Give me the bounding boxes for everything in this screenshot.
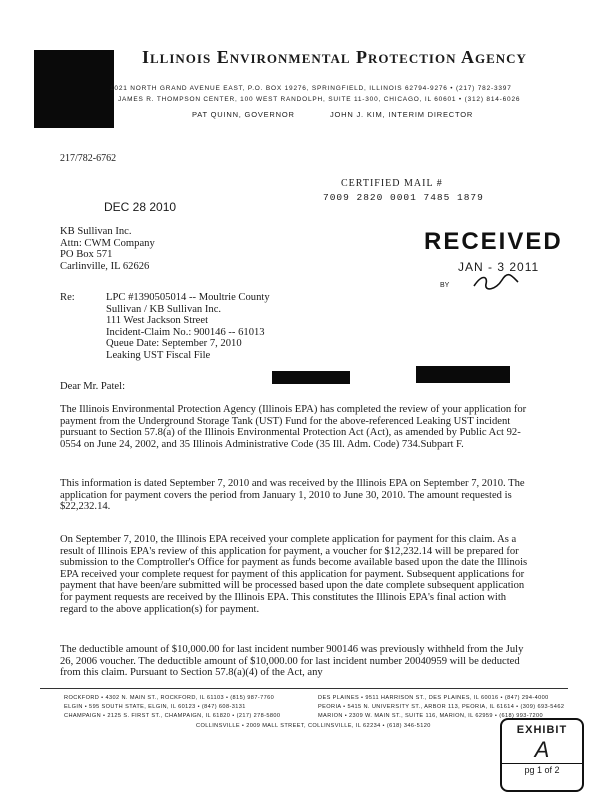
exhibit-label: EXHIBIT	[516, 724, 568, 736]
redaction-bar	[272, 371, 350, 384]
certified-mail-label: CERTIFIED MAIL #	[341, 178, 443, 189]
phone-number: 217/782-6762	[60, 153, 117, 164]
footer-office-elgin: ELGIN • 595 SOUTH STATE, ELGIN, IL 60123 • (847) 608-3131	[64, 704, 246, 710]
footer-divider	[40, 688, 568, 689]
recipient-line: Attn: CWM Company	[60, 237, 155, 249]
address-line-springfield: 1021 NORTH GRAND AVENUE EAST, P.O. BOX 19276, SPRINGFIELD, ILLINOIS 62794-9276 • (217) 782-3397	[110, 85, 512, 92]
re-line: Sullivan / KB Sullivan Inc.	[106, 303, 222, 315]
exhibit-letter: A	[534, 737, 550, 762]
salutation: Dear Mr. Patel:	[60, 381, 126, 392]
paragraph-text: On September 7, 2010, the Illinois EPA received your complete application for payment for this claim. As a result of Illinois EPA's review of this application for payment, a voucher for $12,232.14 will be prepared for submission to the Comptroller's Office for payment as funds become available based upon the date the Illinois EPA received your complete request for payment of this application for payment. Subsequent applications for payment that have been/are submitted will be processed based upon the date complete subsequent application for payment requests are received by the Illinois EPA. This constitutes the Illinois EPA's final action with regard to the above application(s) for payment.	[60, 534, 528, 615]
letter-date: DEC 28 2010	[104, 200, 177, 214]
paragraph-voucher	[60, 534, 530, 615]
re-label: Re:	[60, 292, 75, 303]
exhibit-page: pg 1 of 2	[502, 763, 582, 775]
paragraph-text: This information is dated September 7, 2010 and was received by the Illinois EPA on September 7, 2010. The application for payment covers the period from January 1, 2010 to June 30, 2010. The amount requested is $22,232.14.	[60, 478, 525, 513]
recipient-line: PO Box 571	[60, 249, 113, 261]
exhibit-sticker	[500, 718, 584, 792]
footer-office-marion: MARION • 2309 W. MAIN ST., SUITE 116, MARION, IL 62959 • (618) 993-7200	[318, 713, 544, 719]
recipient-line: KB Sullivan Inc.	[60, 226, 132, 237]
footer-office-collinsville: COLLINSVILLE • 2009 MALL STREET, COLLINSVILLE, IL 62234 • (618) 346-5120	[196, 723, 431, 729]
paragraph-text: The deductible amount of $10,000.00 for last incident number 900146 was previously withheld from the July 26, 2006 voucher. The deductible amount of $10,000.00 for last incident number 20040959 will be deducted from this claim. Pursuant to Section 57.8(a)(4) of the Act, any	[60, 644, 524, 679]
agency-name: Illinois Environmental Protection Agency	[142, 47, 527, 67]
paragraph-review	[60, 404, 530, 450]
re-block	[106, 292, 366, 362]
redaction-bar	[416, 366, 510, 383]
footer-office-desplaines: DES PLAINES • 9511 HARRISON ST., DES PLAINES, IL 60016 • (847) 294-4000	[318, 695, 549, 701]
received-stamp-word: RECEIVED	[424, 228, 563, 255]
agency-logo-redacted	[34, 50, 114, 128]
signature-scribble-icon	[472, 272, 522, 292]
received-stamp	[424, 228, 563, 289]
re-line: Leaking UST Fiscal File	[106, 349, 211, 361]
re-line: 111 West Jackson Street	[106, 315, 209, 327]
received-stamp-by: BY	[440, 282, 450, 289]
certified-mail-number: 7009 2820 0001 7485 1879	[323, 192, 484, 203]
recipient-address	[60, 226, 280, 272]
re-line: LPC #1390505014 -- Moultrie County	[106, 292, 270, 303]
re-line: Incident-Claim No.: 900146 -- 61013	[106, 326, 265, 338]
address-line-chicago: JAMES R. THOMPSON CENTER, 100 WEST RANDOLPH, SUITE 11-300, CHICAGO, IL 60601 • (312) 814-6026	[118, 96, 521, 103]
footer-office-champaign: CHAMPAIGN • 2125 S. FIRST ST., CHAMPAIGN, IL 61820 • (217) 278-5800	[64, 713, 281, 719]
re-line: Queue Date: September 7, 2010	[106, 338, 242, 350]
director-name: JOHN J. KIM, INTERIM DIRECTOR	[330, 110, 474, 119]
footer-office-rockford: ROCKFORD • 4302 N. MAIN ST., ROCKFORD, IL 61103 • (815) 987-7760	[64, 695, 275, 701]
recipient-line: Carlinville, IL 62626	[60, 260, 150, 272]
governor-name: PAT QUINN, GOVERNOR	[192, 110, 295, 119]
paragraph-dates	[60, 478, 530, 513]
received-stamp-date: JAN - 3 2011	[458, 260, 540, 274]
paragraph-text: The Illinois Environmental Protection Agency (Illinois EPA) has completed the review of your application for payment from the Underground Storage Tank (UST) Fund for the above-referenced Leaking UST incident pursuant to Section 57.8(a) of the Illinois Environmental Protection Act (Act), as amended by Public Act 92-0554 on June 24, 2002, and 35 Illinois Administrative Code (35 Ill. Adm. Code) 734.Subpart F.	[60, 404, 527, 450]
footer-office-peoria: PEORIA • 5415 N. UNIVERSITY ST., ARBOR 113, PEORIA, IL 61614 • (309) 693-5462	[318, 704, 565, 710]
paragraph-deductible	[60, 644, 530, 679]
